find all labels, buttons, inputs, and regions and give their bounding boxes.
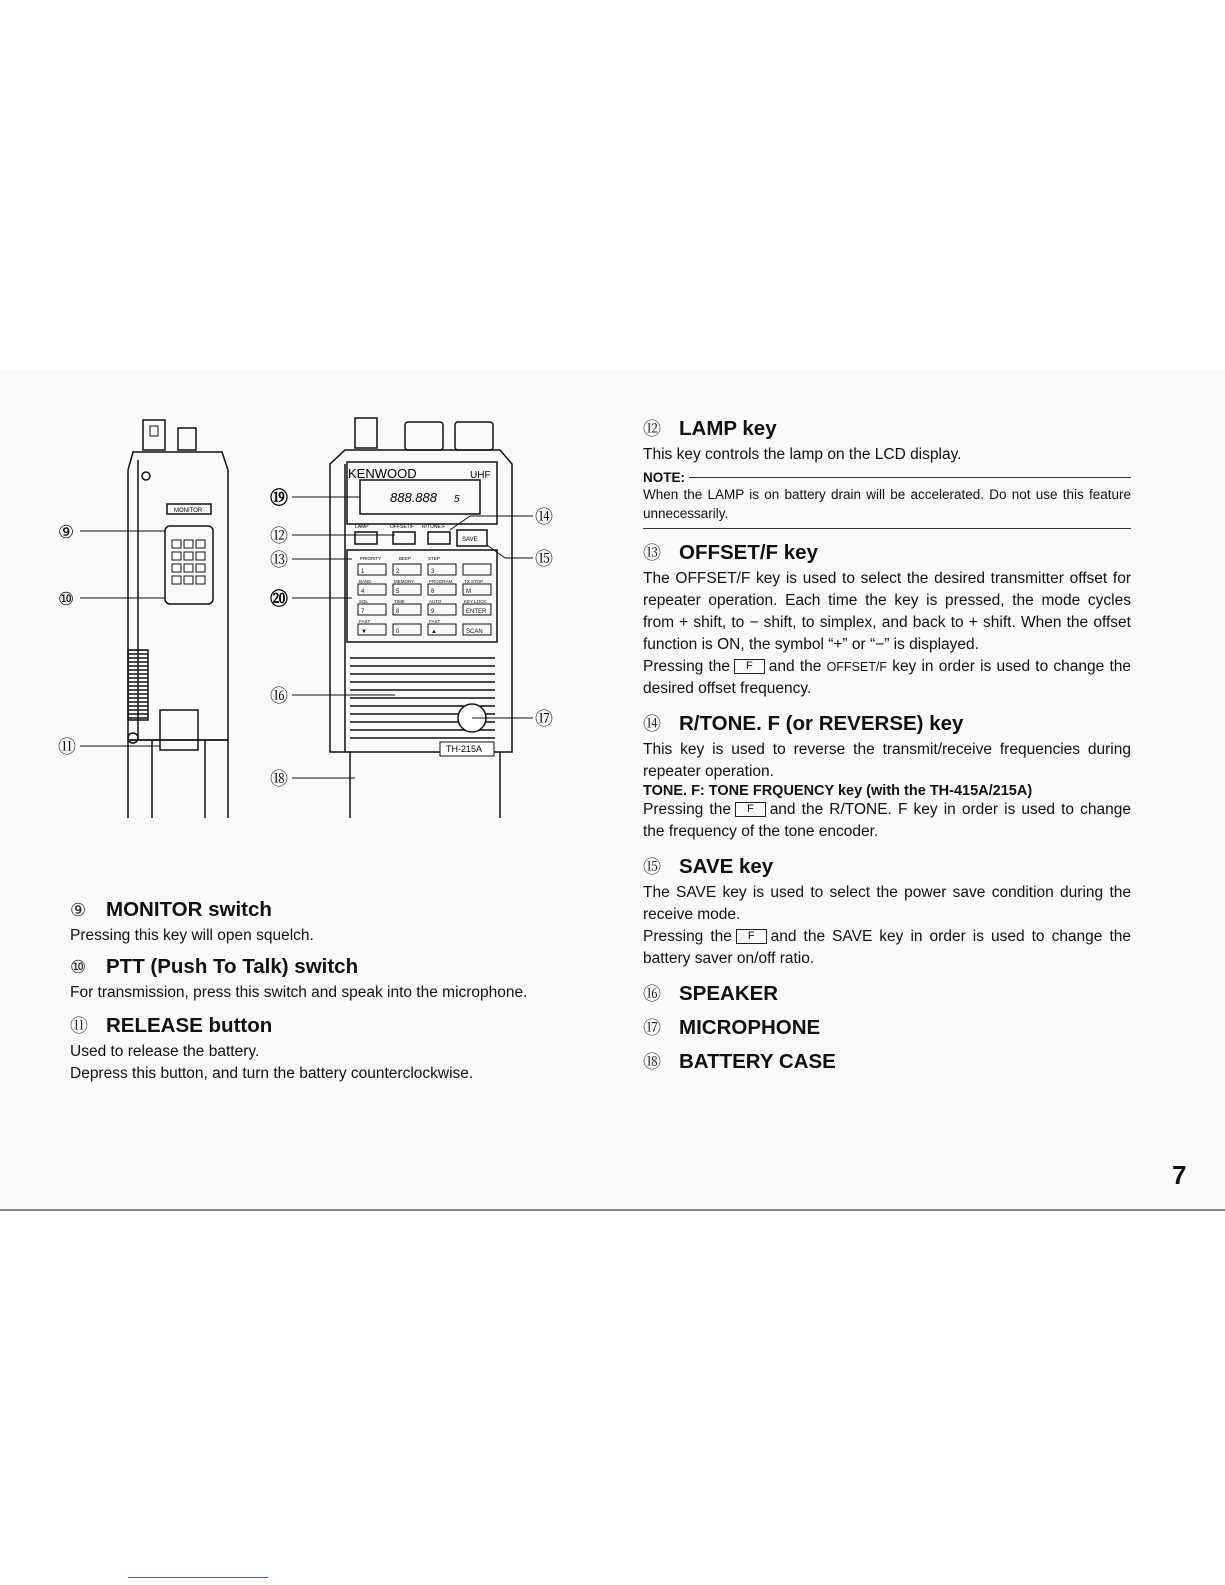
volume-knob [405,422,443,450]
callout-20: ⑳ [270,589,288,609]
callout-12: ⑫ [270,526,288,546]
keypad-key-label: 7 [361,609,365,615]
key-top-priority: PRIORITY [360,556,382,561]
item-number: ⑭ [643,714,661,734]
callout-17: ⑰ [535,709,553,729]
f-key-glyph: F [735,802,766,817]
item-number: ⑬ [643,543,661,563]
side-release [160,710,198,750]
keypad-key-label: SCAN [466,629,483,635]
heading-title: BATTERY CASE [679,1050,836,1073]
keypad-key-label: 2 [396,569,400,575]
section-offset-key [643,539,1131,700]
lcd-suffix: 5 [454,494,460,505]
item-number: ⑯ [643,984,661,1004]
keypad-key [463,564,491,575]
side-monitor-label: MONITOR [174,508,203,514]
keypad-keys [358,564,491,635]
heading-speaker [643,980,1131,1006]
keypad-key-label: 5 [396,589,400,595]
keypad-key-label: 0 [396,629,400,635]
side-view [128,420,228,818]
keypad-key-label: 3 [431,569,435,575]
callout-19: ⑲ [270,488,288,508]
stray-line [128,1577,268,1578]
section-release-button [70,1012,560,1085]
callout-9: ⑨ [58,522,75,542]
keypad-key-label: M [466,589,471,595]
heading-monitor-switch [70,898,560,922]
heading-title: SAVE key [679,855,774,878]
radio-diagram [0,400,620,880]
keypad-key-top-label: TX STOP [464,579,484,584]
keypad-key-label: ENTER [466,609,487,615]
section-save-key [643,853,1131,970]
model-label: TH-215A [446,744,483,754]
squelch-knob [455,422,493,450]
callout-14: ⑭ [535,507,553,527]
heading-title: MONITOR switch [106,898,272,921]
body-text: Used to release the battery. [70,1043,260,1060]
body-text: This key is used to reverse the transmit/receive frequencies during repeater operation. [643,741,1131,780]
item-number: ⑮ [643,857,661,877]
side-keypad [172,540,205,584]
heading-ptt-switch [70,955,560,979]
pressing-key-name: OFFSET/F [826,660,887,674]
item-number: ⑫ [643,419,661,439]
heading-battery-case [643,1048,1131,1074]
heading-title: PTT (Push To Talk) switch [106,955,359,978]
heading-lamp-key [643,415,1131,441]
pressing-text [643,656,1131,700]
section-ptt-switch [70,955,560,1004]
bottom-rule [0,1209,1225,1211]
side-antenna-base [143,420,165,450]
lcd-digits: 888.888 [390,490,437,505]
section-rtone-key [643,710,1131,843]
heading-release-button [70,1012,560,1038]
body-text: Depress this button, and turn the battery counterclockwise. [70,1065,474,1082]
keypad-key-top-label: MEMORY [394,579,415,584]
heading-microphone [643,1014,1131,1040]
pressing-text [643,926,1131,970]
keypad-key-top-label: KEY LOCK [464,599,487,604]
key-top-beep: BEEP [399,556,412,561]
pressing-pre: Pressing the [643,801,731,818]
note-rule [689,477,1131,478]
item-number: ⑰ [643,1018,661,1038]
note-label-row [643,470,1131,485]
pressing-post: key in order is used to change the desired offset frequency. [643,658,1131,697]
heading-title: LAMP key [679,417,777,440]
body-text: This key controls the lamp on the LCD display. [643,446,962,463]
keypad-key-label: 1 [361,569,365,575]
keypad-key-label: 4 [361,589,365,595]
heading-title: MICROPHONE [679,1016,821,1039]
body-text: The OFFSET/F key is used to select the desired transmitter offset for repeater operation. Each time the key is pressed, the mode cycles from + shift, to − shift, to simplex, and back to + shift. When the offset function is ON, the symbol “+” or “−” is displayed. [643,570,1131,653]
section-lamp-key [643,415,1131,529]
pressing-mid: and the [768,658,822,675]
side-grip [128,650,148,720]
keypad-key-top-label: PROGRAM [429,579,453,584]
band-label: UHF [470,470,491,481]
keypad-key-top-label: FAST [359,619,371,624]
heading-title: SPEAKER [679,982,779,1005]
heading-title: OFFSET/F key [679,541,818,564]
keypad-key-top-label: TIME [394,599,405,604]
item-number: ⑩ [70,957,87,977]
pressing-post: and the R/TONE. F key in order is used to change the frequency of the tone encoder. [643,801,1131,840]
pressing-post: and the SAVE key in order is used to change the battery saver on/off ratio. [643,928,1131,967]
page-number: 7 [1172,1160,1187,1190]
pressing-pre: Pressing the [643,928,732,945]
heading-offset-key [643,539,1131,565]
note-block [643,470,1131,529]
keypad-key-label: ▲ [431,629,437,635]
left-column [70,898,560,1093]
lamp-row-label: LAMP [355,524,369,530]
keypad-key-top-label: FAST [429,619,441,624]
keypad-key-label: ▼ [361,629,367,635]
callout-16: ⑯ [270,686,288,706]
tone-frequency-label: TONE. F: TONE FRQUENCY key (with the TH-415A/215A) [643,783,1033,799]
heading-save-key [643,853,1131,879]
pressing-text [643,799,1131,843]
keypad-key-top-label: BAND [359,579,372,584]
f-key-glyph: F [736,929,767,944]
keypad-key-label: 9 [431,609,435,615]
heading-title: RELEASE button [106,1014,273,1037]
radio-illustration [0,400,620,880]
callout-18: ⑱ [270,769,288,789]
callout-11: ⑪ [58,737,76,757]
callout-10: ⑩ [58,589,75,609]
key-top-step: STEP [428,556,440,561]
heading-rtone-key [643,710,1131,736]
note-text: When the LAMP is on battery drain will be accelerated. Do not use this feature unnecessarily. [643,487,1131,521]
body-text: For transmission, press this switch and speak into the microphone. [70,984,528,1001]
callout-15: ⑮ [535,549,553,569]
brand-label: KENWOOD [348,466,417,481]
keypad-key-label: 6 [431,589,435,595]
keypad-key-label: 8 [396,609,400,615]
front-antenna-base [355,418,377,448]
section-monitor-switch [70,898,560,947]
rtone-row-label: R/TONE.F [422,524,446,530]
item-number: ⑨ [70,900,87,920]
keypad-key-top-label: AUTO [429,599,442,604]
item-number: ⑪ [70,1016,88,1036]
f-key-glyph: F [734,659,765,674]
note-label: NOTE: [643,470,685,485]
callout-13: ⑬ [270,550,288,570]
body-text: The SAVE key is used to select the power save condition during the receive mode. [643,884,1131,923]
offset-row-label: OFFSET/F [390,524,415,530]
pressing-pre: Pressing the [643,658,731,675]
body-text: Pressing this key will open squelch. [70,927,314,944]
right-column [643,415,1131,1077]
item-number: ⑱ [643,1052,661,1072]
keypad-key-top-label: SQL [359,599,369,604]
heading-title: R/TONE. F (or REVERSE) key [679,712,964,735]
save-key-label: SAVE [462,537,478,543]
